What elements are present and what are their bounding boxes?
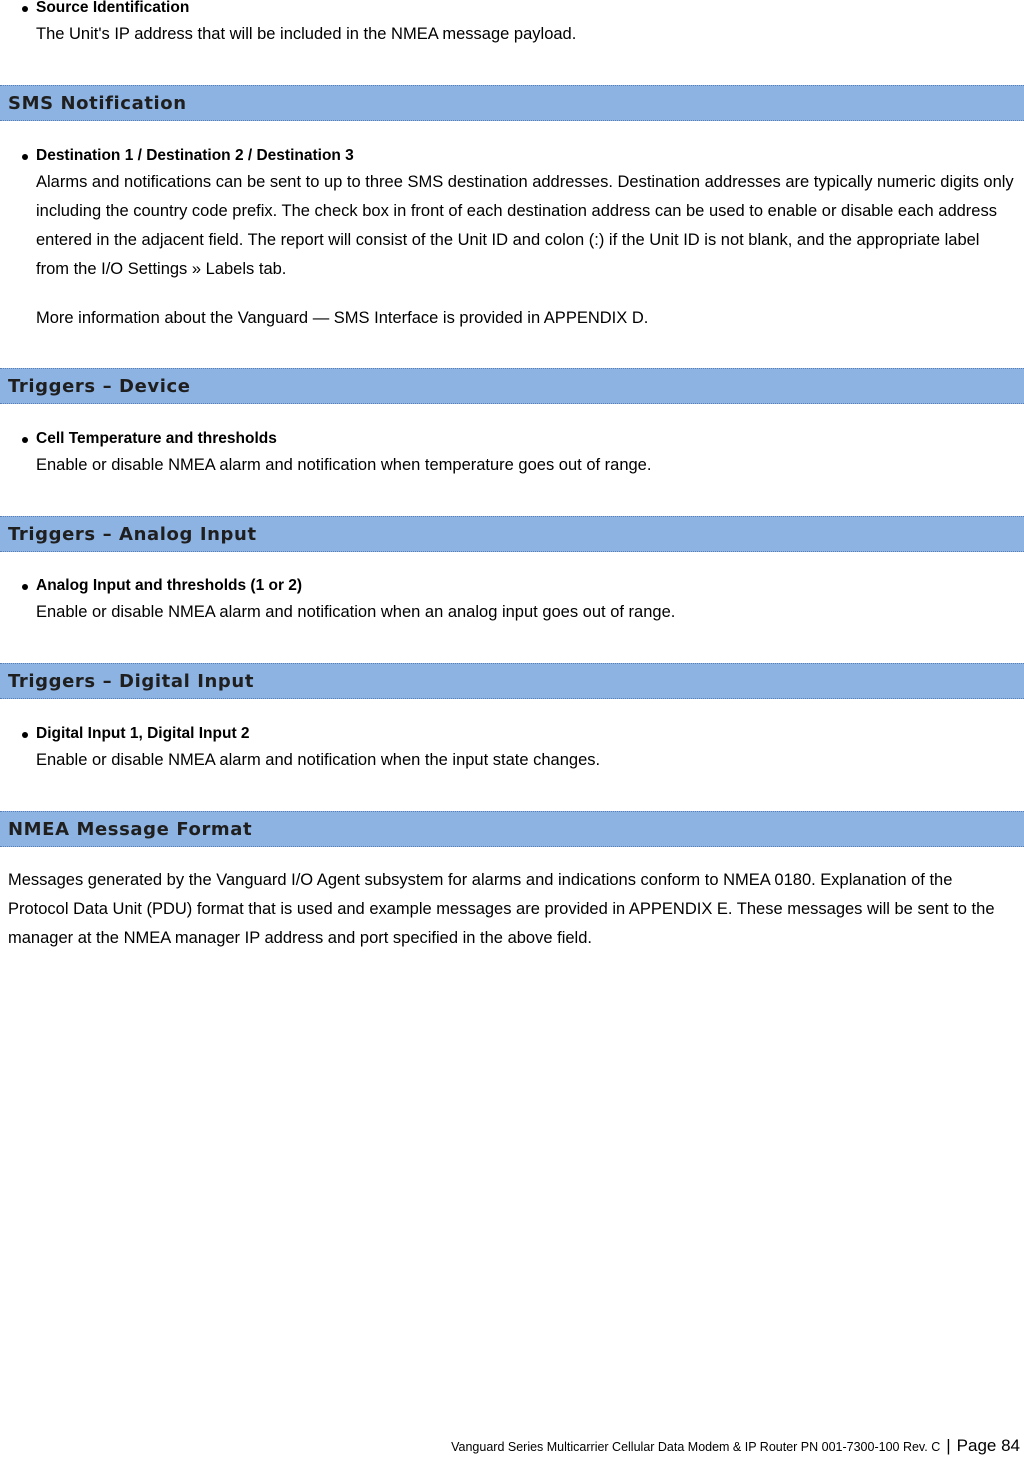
digital-input-description: Enable or disable NMEA alarm and notification when the input state changes. [36, 751, 601, 769]
triggers-digital-header [0, 663, 1024, 699]
triggers-digital-heading: Triggers – Digital Input [8, 671, 255, 692]
sms-notification-heading: SMS Notification [8, 93, 187, 114]
bullet-icon [22, 437, 28, 443]
triggers-analog-header [0, 516, 1024, 552]
destinations-bullet [20, 147, 1016, 165]
source-identification-title: Source Identification [36, 0, 190, 16]
destinations-item [20, 147, 1016, 284]
cell-temperature-bullet [20, 430, 1016, 448]
destinations-title: Destination 1 / Destination 2 / Destination 3 [36, 147, 354, 164]
digital-input-title: Digital Input 1, Digital Input 2 [36, 725, 250, 742]
sms-more-info: More information about the Vanguard — SMS Interface is provided in APPENDIX D. [36, 309, 649, 327]
digital-input-bullet [20, 725, 1016, 743]
triggers-device-heading: Triggers – Device [8, 376, 191, 397]
nmea-format-paragraph: Messages generated by the Vanguard I/O Agent subsystem for alarms and indications conform to NMEA 0180. Explanation of the Protocol Data Unit (PDU) format that is used and example messages are provided in APPENDIX E. These messages will be sent to the manager at the NMEA manager IP address and port specified in the above field. [8, 871, 995, 947]
analog-input-item [20, 577, 1016, 627]
cell-temperature-title: Cell Temperature and thresholds [36, 430, 277, 447]
bullet-icon [22, 6, 28, 12]
analog-input-title: Analog Input and thresholds (1 or 2) [36, 577, 303, 594]
footer-separator: | [946, 1436, 951, 1455]
source-identification-bullet [20, 0, 1016, 17]
footer-page-number: Page 84 [956, 1436, 1020, 1455]
footer-document-title: Vanguard Series Multicarrier Cellular Data Modem & IP Router PN 001-7300-100 Rev. C [451, 1440, 941, 1454]
sms-notification-header [0, 85, 1024, 121]
triggers-analog-heading: Triggers – Analog Input [8, 524, 257, 545]
digital-input-item [20, 725, 1016, 775]
source-identification-item [20, 0, 1016, 49]
bullet-icon [22, 732, 28, 738]
page-footer [451, 1436, 1020, 1456]
nmea-format-heading: NMEA Message Format [8, 819, 253, 840]
destinations-description: Alarms and notifications can be sent to up to three SMS destination addresses. Destination addresses are typically numeric digits only including the country code prefix. The check box in front of each destination address can be used to enable or disable each address entered in the adjacent field. The report will consist of the Unit ID and colon (:) if the Unit ID is not blank, and the appropriate label from the I/O Settings » Labels tab. [36, 173, 1014, 278]
triggers-device-header [0, 368, 1024, 404]
analog-input-description: Enable or disable NMEA alarm and notification when an analog input goes out of range. [36, 603, 676, 621]
bullet-icon [22, 154, 28, 160]
bullet-icon [22, 584, 28, 590]
cell-temperature-description: Enable or disable NMEA alarm and notification when temperature goes out of range. [36, 456, 652, 474]
nmea-format-header [0, 811, 1024, 847]
source-identification-description: The Unit's IP address that will be included in the NMEA message payload. [36, 25, 577, 43]
analog-input-bullet [20, 577, 1016, 595]
cell-temperature-item [20, 430, 1016, 480]
